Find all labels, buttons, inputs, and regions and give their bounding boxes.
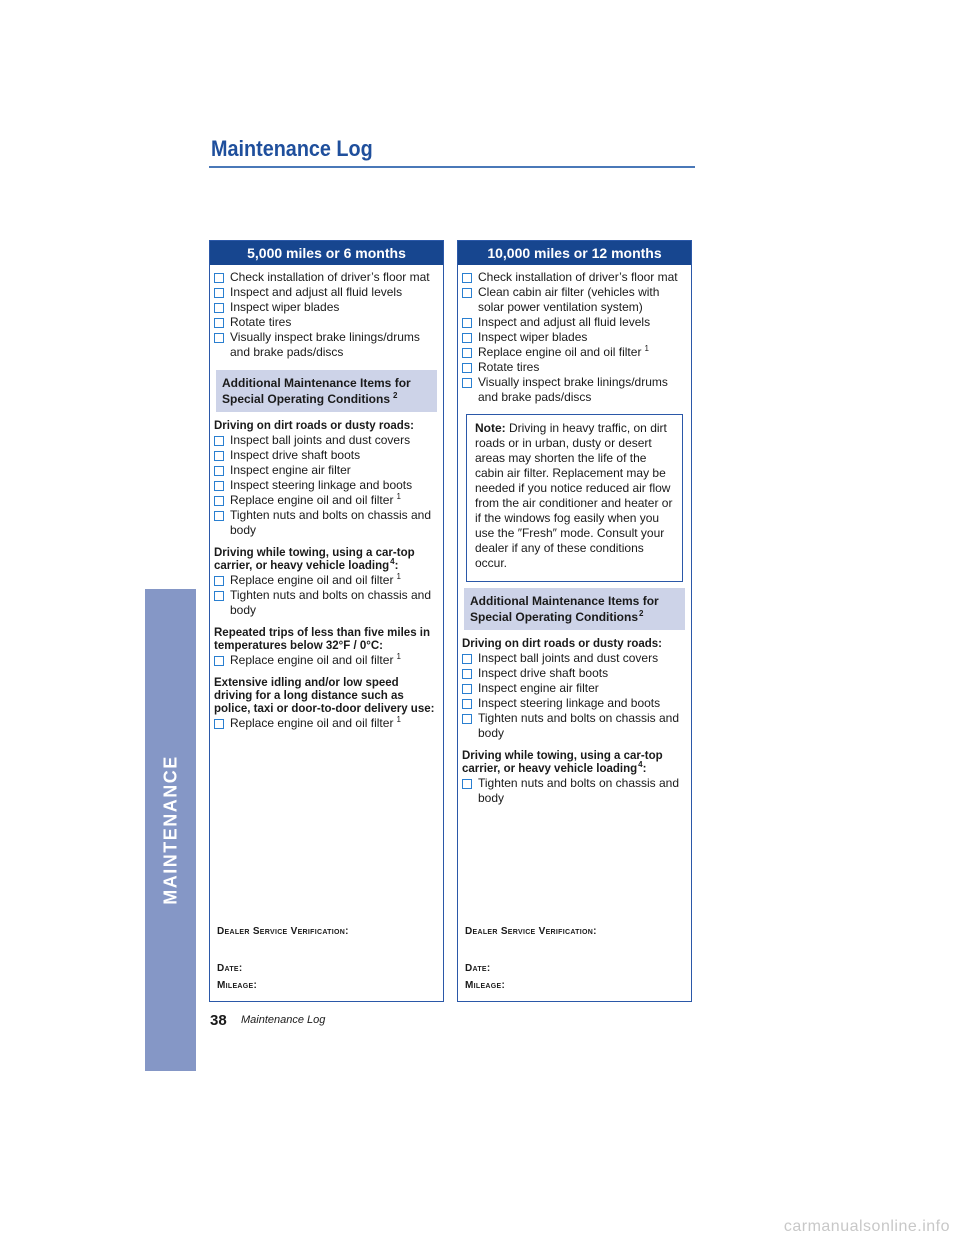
- column-header: 5,000 miles or 6 months: [210, 241, 443, 265]
- checklist-item[interactable]: Inspect engine air filter: [462, 681, 687, 696]
- checklist-item[interactable]: Check installation of driver’s floor mat: [462, 270, 687, 285]
- condition-heading: Driving on dirt roads or dusty roads:: [462, 638, 662, 650]
- checklist-item[interactable]: Replace engine oil and oil filter $^1$: [462, 345, 687, 360]
- checklist-item[interactable]: Check installation of driver’s floor mat: [214, 270, 439, 285]
- checklist-item[interactable]: Replace engine oil and oil filter $^1$: [214, 716, 439, 731]
- condition-heading: Driving on dirt roads or dusty roads:: [214, 420, 414, 432]
- column-body: [210, 265, 443, 731]
- checklist-item[interactable]: Inspect drive shaft boots: [214, 448, 439, 463]
- condition-heading: Driving while towing, using a car-top carrier, or heavy vehicle loading$^4$:: [462, 750, 663, 775]
- title-divider: [209, 166, 695, 168]
- section-side-tab: [145, 589, 196, 1071]
- checklist: [214, 653, 439, 668]
- note-label: Note:: [475, 421, 506, 435]
- checkbox-icon[interactable]: [462, 669, 472, 679]
- note-box: [466, 414, 683, 582]
- checkbox-icon[interactable]: [462, 333, 472, 343]
- checklist-item[interactable]: Replace engine oil and oil filter $^1$: [214, 653, 439, 668]
- checkbox-icon[interactable]: [214, 333, 224, 343]
- checkbox-icon[interactable]: [214, 436, 224, 446]
- checkbox-icon[interactable]: [214, 451, 224, 461]
- checklist-item[interactable]: Clean cabin air filter (vehicles with solar power ventilation system): [462, 285, 687, 315]
- mileage-label: Mileage:: [217, 980, 258, 991]
- checkbox-icon[interactable]: [214, 481, 224, 491]
- checklist-item[interactable]: Visually inspect brake linings/drums and brake pads/discs: [462, 375, 687, 405]
- checkbox-icon[interactable]: [214, 576, 224, 586]
- checklist-item[interactable]: Inspect and adjust all fluid levels: [462, 315, 687, 330]
- checklist: [462, 270, 687, 405]
- column-body: [458, 265, 691, 806]
- maintenance-column-5000: [209, 240, 444, 1002]
- checkbox-icon[interactable]: [462, 273, 472, 283]
- checkbox-icon[interactable]: [462, 714, 472, 724]
- checklist-item[interactable]: Tighten nuts and bolts on chassis and body: [462, 776, 687, 806]
- checkbox-icon[interactable]: [462, 378, 472, 388]
- checklist: [214, 270, 439, 360]
- checkbox-icon[interactable]: [214, 288, 224, 298]
- checklist-item[interactable]: Rotate tires: [214, 315, 439, 330]
- checklist-item[interactable]: Inspect wiper blades: [214, 300, 439, 315]
- checklist-item[interactable]: Inspect wiper blades: [462, 330, 687, 345]
- checkbox-icon[interactable]: [214, 591, 224, 601]
- checklist: [214, 573, 439, 618]
- side-tab-label: MAINTENANCE: [160, 755, 180, 905]
- checkbox-icon[interactable]: [214, 719, 224, 729]
- note-text: Driving in heavy traffic, on dirt roads or in urban, dusty or desert areas may shorten the life of the cabin air filter. Replacement may be needed if you notice reduced air flow from the air conditioner and heater or if the windows fog easily when you use the ″Fresh″ mode. Consult your dealer if any of these conditions occur.: [475, 421, 673, 570]
- special-conditions-box: Additional Maintenance Items for Special Operating Conditions$^2$: [464, 588, 685, 630]
- checklist-item[interactable]: Inspect engine air filter: [214, 463, 439, 478]
- checkbox-icon[interactable]: [462, 779, 472, 789]
- checkbox-icon[interactable]: [462, 318, 472, 328]
- checklist-item[interactable]: Inspect steering linkage and boots: [462, 696, 687, 711]
- checklist-item[interactable]: Tighten nuts and bolts on chassis and body: [462, 711, 687, 741]
- dealer-verification-label: Dealer Service Verification:: [217, 926, 349, 937]
- checkbox-icon[interactable]: [462, 288, 472, 298]
- checklist-item[interactable]: Tighten nuts and bolts on chassis and body: [214, 508, 439, 538]
- watermark: carmanualsonline.info: [783, 1218, 950, 1235]
- checklist: [214, 433, 439, 538]
- column-header: 10,000 miles or 12 months: [458, 241, 691, 265]
- checkbox-icon[interactable]: [462, 363, 472, 373]
- footer-section-label: Maintenance Log: [241, 1014, 326, 1026]
- checklist-item[interactable]: Replace engine oil and oil filter $^1$: [214, 493, 439, 508]
- checkbox-icon[interactable]: [462, 348, 472, 358]
- checkbox-icon[interactable]: [214, 511, 224, 521]
- checkbox-icon[interactable]: [214, 466, 224, 476]
- checklist: [462, 776, 687, 806]
- date-label: Date:: [465, 963, 491, 974]
- checkbox-icon[interactable]: [214, 303, 224, 313]
- condition-heading: Repeated trips of less than five miles in temperatures below 32°F / 0°C:: [214, 627, 431, 652]
- checklist-item[interactable]: Rotate tires: [462, 360, 687, 375]
- condition-heading: Extensive idling and/or low speed driving for a long distance such as police, taxi or door-to-door delivery use:: [214, 677, 435, 715]
- maintenance-column-10000: [457, 240, 692, 1002]
- page-title: Maintenance Log: [211, 136, 373, 161]
- dealer-verification-label: Dealer Service Verification:: [465, 926, 597, 937]
- checkbox-icon[interactable]: [214, 318, 224, 328]
- checklist-item[interactable]: Inspect ball joints and dust covers: [462, 651, 687, 666]
- checkbox-icon[interactable]: [462, 699, 472, 709]
- checklist-item[interactable]: Replace engine oil and oil filter $^1$: [214, 573, 439, 588]
- checkbox-icon[interactable]: [462, 654, 472, 664]
- checklist-item[interactable]: Inspect and adjust all fluid levels: [214, 285, 439, 300]
- checklist-item[interactable]: Visually inspect brake linings/drums and brake pads/discs: [214, 330, 439, 360]
- page-number: 38: [210, 1012, 227, 1029]
- checklist-item[interactable]: Inspect drive shaft boots: [462, 666, 687, 681]
- mileage-label: Mileage:: [465, 980, 506, 991]
- date-label: Date:: [217, 963, 243, 974]
- checklist: [214, 716, 439, 731]
- checkbox-icon[interactable]: [214, 496, 224, 506]
- checkbox-icon[interactable]: [214, 273, 224, 283]
- special-conditions-box: Additional Maintenance Items for Special Operating Conditions $^2$: [216, 370, 437, 412]
- checklist-item[interactable]: Inspect ball joints and dust covers: [214, 433, 439, 448]
- checkbox-icon[interactable]: [462, 684, 472, 694]
- checklist-item[interactable]: Tighten nuts and bolts on chassis and body: [214, 588, 439, 618]
- checkbox-icon[interactable]: [214, 656, 224, 666]
- condition-heading: Driving while towing, using a car-top carrier, or heavy vehicle loading$^4$:: [214, 547, 415, 572]
- checklist-item[interactable]: Inspect steering linkage and boots: [214, 478, 439, 493]
- checklist: [462, 651, 687, 741]
